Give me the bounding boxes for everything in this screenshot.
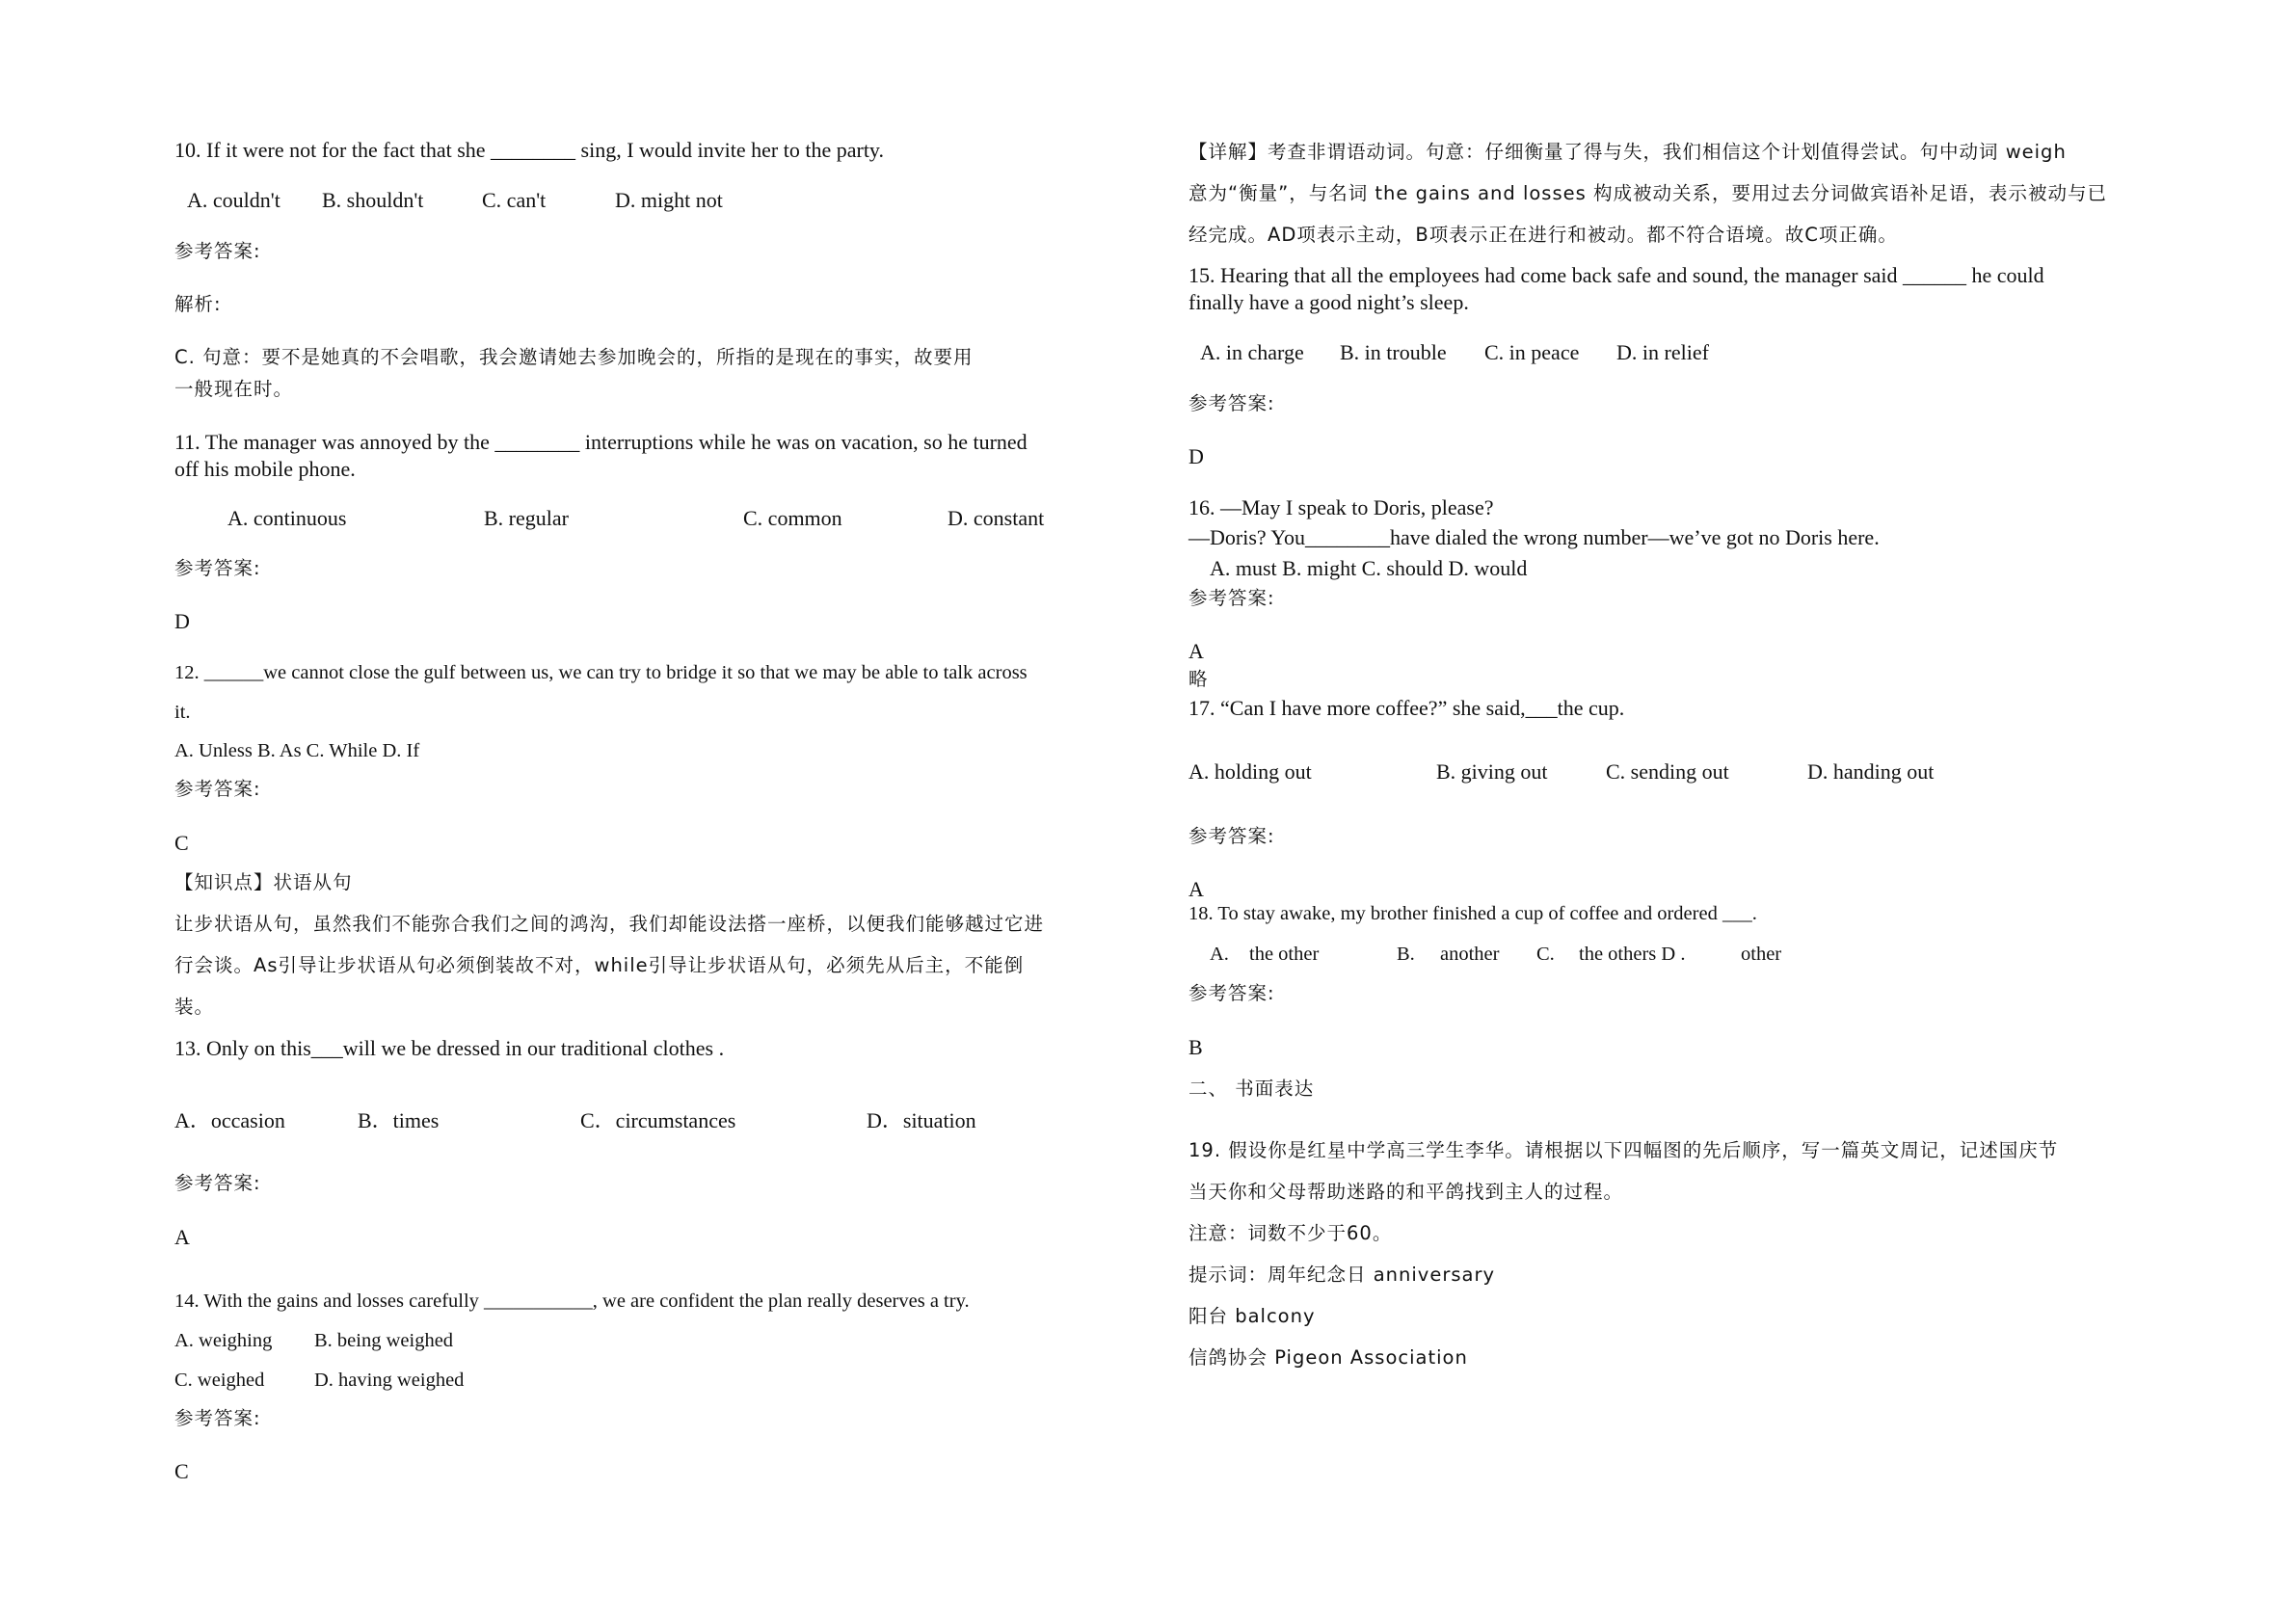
q14-detail-line2: 意为“衡量”，与名词 the gains and losses 构成被动关系，要用过去分词做宾语补足语，表示被动与已 [1188, 182, 2107, 204]
q18-option-b-letter: B. [1397, 944, 1415, 965]
q15-option-b: B. in trouble [1340, 340, 1447, 364]
q18-stem: 18. To stay awake, my brother finished a cup of coffee and ordered ___. [1188, 903, 1757, 924]
q18-option-d: other [1741, 944, 1782, 965]
q18-option-a: the other [1249, 944, 1320, 965]
q10-option-c: C. can't [482, 188, 547, 212]
q19-line2: 当天你和父母帮助迷路的和平鸽找到主人的过程。 [1188, 1181, 1624, 1203]
q19-line1: 19. 假设你是红星中学高三学生李华。请根据以下四幅图的先后顺序，写一篇英文周记，记述国庆节 [1188, 1139, 2059, 1161]
q15-stem-line1: 15. Hearing that all the employees had come back safe and sound, the manager said ______ he could [1188, 263, 2044, 287]
q10-stem: 10. If it were not for the fact that she ________ sing, I would invite her to the party. [174, 138, 885, 162]
q19-note: 注意：词数不少于60。 [1188, 1222, 1393, 1244]
q10-explanation-line1: C. 句意：要不是她真的不会唱歌，我会邀请她去参加晚会的，所指的是现在的事实，故要用 [174, 346, 974, 368]
q18-option-c: the others D . [1579, 944, 1686, 965]
q12-answer: C [174, 831, 189, 855]
q19-hint2: 阳台 balcony [1188, 1305, 1316, 1327]
q15-option-d: D. in relief [1616, 340, 1709, 364]
q11-option-b: B. regular [484, 506, 569, 530]
q16-answer: A [1188, 639, 1204, 663]
q17-option-d: D. handing out [1807, 759, 1935, 784]
q11-stem-line1: 11. The manager was annoyed by the ________ interruptions while he was on vacation, so he turned [174, 430, 1028, 454]
q12-options: A. Unless B. As C. While D. If [174, 740, 420, 761]
q11-stem-line2: off his mobile phone. [174, 457, 356, 481]
q16-answer-label: 参考答案: [1188, 587, 1275, 609]
q17-option-c: C. sending out [1606, 759, 1729, 784]
q12-knowledge-point: 【知识点】状语从句 [174, 871, 353, 893]
q13-option-c: C．circumstances [580, 1108, 736, 1132]
q14-stem: 14. With the gains and losses carefully ___________, we are confident the plan really deserves a try. [174, 1290, 970, 1312]
q19-hint3: 信鸽协会 Pigeon Association [1188, 1346, 1468, 1369]
q13-option-d: D．situation [867, 1108, 976, 1132]
q15-option-a: A. in charge [1200, 340, 1304, 364]
q14-detail-line1: 【详解】考查非谓语动词。句意：仔细衡量了得与失，我们相信这个计划值得尝试。句中动词 weigh [1188, 141, 2067, 163]
q18-option-b: another [1440, 944, 1500, 965]
q15-stem-line2: finally have a good night’s sleep. [1188, 290, 1469, 314]
q14-option-a: A. weighing [174, 1330, 273, 1351]
q16-note: 略 [1188, 668, 1209, 690]
q12-stem-line2: it. [174, 702, 191, 723]
q10-option-b: B. shouldn't [322, 188, 424, 212]
q16-line1: 16. —May I speak to Doris, please? [1188, 495, 1494, 519]
q14-detail-line3: 经完成。AD项表示主动，B项表示正在进行和被动。都不符合语境。故C项正确。 [1188, 224, 1898, 246]
q14-answer-label: 参考答案: [174, 1407, 261, 1429]
q10-analysis-label: 解析: [174, 293, 222, 315]
q14-option-b: B. being weighed [314, 1330, 454, 1351]
q18-answer: B [1188, 1035, 1203, 1059]
q13-answer: A [174, 1225, 190, 1249]
q17-answer: A [1188, 877, 1204, 901]
q11-option-d: D. constant [948, 506, 1045, 530]
q10-answer-label: 参考答案: [174, 240, 261, 262]
q12-kp-line1: 让步状语从句，虽然我们不能弥合我们之间的鸿沟，我们却能设法搭一座桥，以便我们能够越过它进 [174, 913, 1045, 935]
q16-options: A. must B. might C. should D. would [1210, 556, 1528, 580]
q10-explanation-line2: 一般现在时。 [174, 378, 294, 400]
q15-answer-label: 参考答案: [1188, 392, 1275, 414]
q17-option-b: B. giving out [1436, 759, 1548, 784]
q13-option-a: A．occasion [174, 1108, 285, 1132]
section-title-writing: 二、 书面表达 [1188, 1078, 1315, 1100]
q18-answer-label: 参考答案: [1188, 982, 1275, 1004]
q12-kp-line2: 行会谈。As引导让步状语从句必须倒装故不对，while引导让步状语从句，必须先从后主，不能倒 [174, 954, 1025, 976]
q19-hint1: 提示词：周年纪念日 anniversary [1188, 1264, 1496, 1286]
q18-option-c-letter: C. [1536, 944, 1555, 965]
q15-option-c: C. in peace [1484, 340, 1580, 364]
q11-option-c: C. common [743, 506, 842, 530]
q12-answer-label: 参考答案: [174, 778, 261, 800]
q13-option-b: B．times [358, 1108, 440, 1132]
q12-stem-line1: 12. ______we cannot close the gulf between us, we can try to bridge it so that we may be able to talk across [174, 662, 1028, 683]
q15-answer: D [1188, 444, 1204, 468]
q13-stem: 13. Only on this___will we be dressed in our traditional clothes . [174, 1036, 725, 1060]
q11-option-a: A. continuous [227, 506, 347, 530]
q17-option-a: A. holding out [1188, 759, 1312, 784]
q11-answer-label: 参考答案: [174, 557, 261, 579]
q13-answer-label: 参考答案: [174, 1172, 261, 1194]
q10-option-a: A. couldn't [187, 188, 280, 212]
q10-option-d: D. might not [615, 188, 723, 212]
q14-option-d: D. having weighed [314, 1370, 465, 1391]
q14-answer: C [174, 1459, 189, 1483]
q12-kp-line3: 装。 [174, 996, 215, 1018]
q11-answer: D [174, 609, 190, 633]
q18-option-a-letter: A. [1210, 944, 1229, 965]
q17-answer-label: 参考答案: [1188, 825, 1275, 847]
q16-line2: —Doris? You________have dialed the wrong number—we’ve got no Doris here. [1188, 525, 1880, 549]
q14-option-c: C. weighed [174, 1370, 265, 1391]
q17-stem: 17. “Can I have more coffee?” she said,___the cup. [1188, 696, 1625, 720]
